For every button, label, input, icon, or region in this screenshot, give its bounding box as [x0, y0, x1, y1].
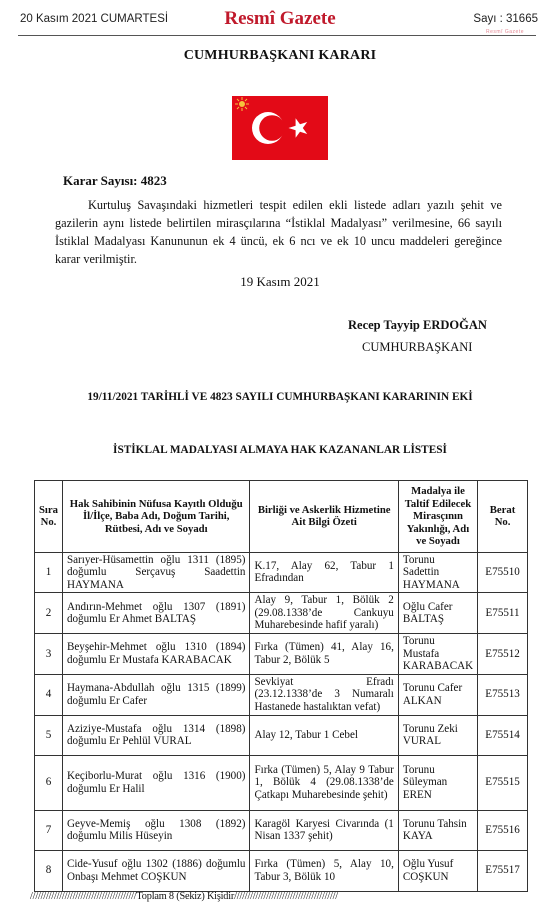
cell-no: 8 — [35, 850, 63, 891]
signatory-name: Recep Tayyip ERDOĞAN — [348, 318, 487, 332]
cell-unit: Fırka (Tümen) 5, Alay 10, Tabur 3, Bölük 10 — [250, 850, 398, 891]
cell-person: Geyve-Memiş oğlu 1308 (1892) doğumlu Milis Hüseyin — [62, 810, 250, 850]
cell-heir: Torunu Sadettin HAYMANA — [398, 552, 477, 593]
cell-unit: K.17, Alay 62, Tabur 1 Efradından — [250, 552, 398, 593]
cell-heir: Torunu Süleyman EREN — [398, 755, 477, 810]
table-footer-total: ////////////////////////////////////////Toplam 8 (Sekiz) Kişidir/////////////////////////////////////// — [30, 891, 338, 902]
page-header — [0, 0, 560, 34]
cell-unit: Fırka (Tümen) 41, Alay 16, Tabur 2, Bölük 5 — [250, 634, 398, 675]
cell-berat: E75513 — [478, 674, 528, 715]
cell-person: Cide-Yusuf oğlu 1302 (1886) doğumlu Onbaşı Mehmet COŞKUN — [62, 850, 250, 891]
cell-heir: Oğlu Cafer BALTAŞ — [398, 593, 477, 634]
cell-berat: E75516 — [478, 810, 528, 850]
cell-heir: Torunu Tahsin KAYA — [398, 810, 477, 850]
cell-no: 1 — [35, 552, 63, 593]
cell-berat: E75517 — [478, 850, 528, 891]
cell-heir: Torunu Cafer ALKAN — [398, 674, 477, 715]
emblem-sun-icon — [234, 96, 250, 112]
watermark-text: Resmî Gazete — [486, 29, 524, 35]
column-header-berat: Berat No. — [478, 481, 528, 553]
cell-berat: E75511 — [478, 593, 528, 634]
header-rule — [18, 35, 536, 36]
table-row — [35, 593, 528, 634]
table-row — [35, 674, 528, 715]
cell-berat: E75514 — [478, 715, 528, 755]
cell-unit: Fırka (Tümen) 5, Alay 9 Tabur 1, Bölük 4 (29.08.1338’de Çatkapı Muharebesinde şehit) — [250, 755, 398, 810]
cell-unit: Sevkiyat Efradı (23.12.1338’de 3 Numaralı Hastanede hastalıktan vefat) — [250, 674, 398, 715]
cell-no: 3 — [35, 634, 63, 675]
cell-heir: Torunu Mustafa KARABACAK — [398, 634, 477, 675]
table-row — [35, 810, 528, 850]
cell-berat: E75512 — [478, 634, 528, 675]
column-header-person: Hak Sahibinin Nüfusa Kayıtlı Olduğu İl/İlçe, Baba Adı, Doğum Tarihi, Rütbesi, Adı ve Soyadı — [62, 481, 250, 553]
cell-person: Beyşehir-Mehmet oğlu 1310 (1894) doğumlu Er Mustafa KARABACAK — [62, 634, 250, 675]
decision-date: 19 Kasım 2021 — [240, 274, 320, 289]
cell-person: Andırın-Mehmet oğlu 1307 (1891) doğumlu Er Ahmet BALTAŞ — [62, 593, 250, 634]
cell-berat: E75510 — [478, 552, 528, 593]
cell-no: 7 — [35, 810, 63, 850]
cell-heir: Oğlu Yusuf COŞKUN — [398, 850, 477, 891]
recipients-table — [34, 480, 528, 892]
cell-no: 6 — [35, 755, 63, 810]
cell-no: 4 — [35, 674, 63, 715]
header-date: 20 Kasım 2021 CUMARTESİ — [20, 13, 169, 25]
cell-berat: E75515 — [478, 755, 528, 810]
decision-number: Karar Sayısı: 4823 — [63, 173, 167, 188]
cell-person: Sarıyer-Hüsamettin oğlu 1311 (1895) doğumlu Serçavuş Saadettin HAYMANA — [62, 552, 250, 593]
cell-no: 2 — [35, 593, 63, 634]
cell-unit: Karagöl Karyesi Civarında (1 Nisan 1337 şehit) — [250, 810, 398, 850]
gazette-title: Resmî Gazete — [224, 8, 336, 29]
table-row — [35, 715, 528, 755]
decision-paragraph: Kurtuluş Savaşındaki hizmetleri tespit edilen ekli listede adları yazılı şehit ve gazilerin aynı listede belirtilen mirasçılarına “İstiklal Madalyası” verilmesine, 66 sayılı İstiklal Madalyası Kanununun ek 4 üncü, ek 6 ncı ve ek 10 uncu maddeleri gereğince karar verilmiştir. — [55, 198, 502, 266]
cell-no: 5 — [35, 715, 63, 755]
column-header-heir: Madalya ile Taltif Edilecek Mirasçının Yakınlığı, Adı ve Soyadı — [398, 481, 477, 553]
list-title: İSTİKLAL MADALYASI ALMAYA HAK KAZANANLAR LİSTESİ — [113, 444, 447, 456]
table-header-row — [35, 481, 528, 553]
column-header-unit: Birliği ve Askerlik Hizmetine Ait Bilgi Özeti — [250, 481, 398, 553]
cell-person: Keçiborlu-Murat oğlu 1316 (1900) doğumlu Er Halil — [62, 755, 250, 810]
table-row — [35, 634, 528, 675]
table-row — [35, 552, 528, 593]
table-row — [35, 850, 528, 891]
cell-person: Aziziye-Mustafa oğlu 1314 (1898) doğumlu Er Pehlül VURAL — [62, 715, 250, 755]
table-row — [35, 755, 528, 810]
annex-title: 19/11/2021 TARİHLİ VE 4823 SAYILI CUMHURBAŞKANI KARARININ EKİ — [87, 391, 473, 403]
column-header-no: Sıra No. — [35, 481, 63, 553]
issue-number: Sayı : 31665 — [473, 13, 538, 25]
cell-person: Haymana-Abdullah oğlu 1315 (1899) doğumlu Er Cafer — [62, 674, 250, 715]
cell-unit: Alay 9, Tabur 1, Bölük 2 (29.08.1338’de Cankuyu Muharebesinde hafif yaralı) — [250, 593, 398, 634]
cell-heir: Torunu Zeki VURAL — [398, 715, 477, 755]
signatory-title: CUMHURBAŞKANI — [362, 340, 473, 354]
document-title: CUMHURBAŞKANI KARARI — [183, 48, 377, 63]
cell-unit: Alay 12, Tabur 1 Cebel — [250, 715, 398, 755]
